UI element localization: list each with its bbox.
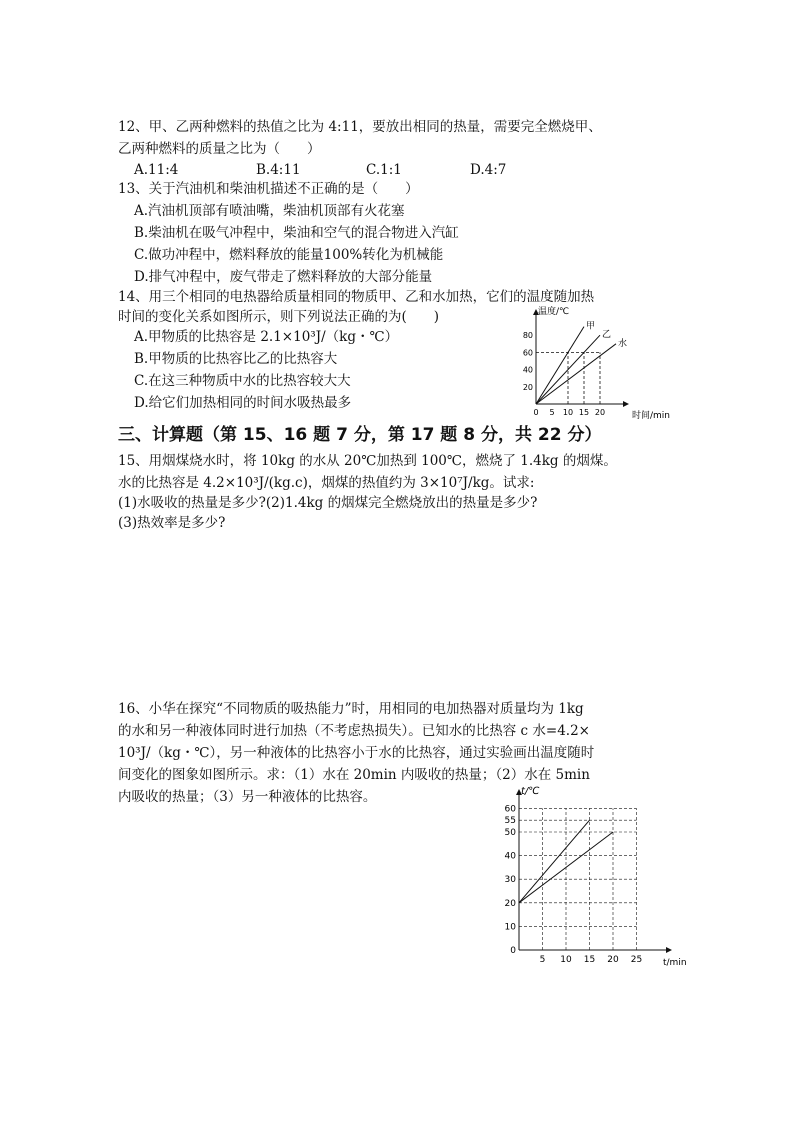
q12-stem-line1: 12、甲、乙两种燃料的热值之比为 4:11，要放出相同的热量，需要完全燃烧甲、 xyxy=(118,119,602,135)
q14-option-c: C.在这三种物质中水的比热容较大大 xyxy=(134,373,351,389)
q12-stem-line2: 乙两种燃料的质量之比为（ ） xyxy=(118,141,321,157)
q14-option-b: B.甲物质的比热容比乙的比热容大 xyxy=(134,351,338,367)
q14-option-a: A.甲物质的比热容是 2.1×10³J/（kg・℃） xyxy=(134,329,399,345)
q14-y-tick-label: 80 xyxy=(522,331,533,341)
q14-x-tick-label: 5 xyxy=(549,408,555,417)
q16-y-tick-label: 40 xyxy=(504,851,516,862)
q16-y-tick-label: 10 xyxy=(504,922,516,933)
q16-y-tick-label: 55 xyxy=(504,816,516,827)
q16-temperature-chart xyxy=(495,780,695,970)
q16-x-tick-label: 15 xyxy=(583,955,596,965)
q13-option-b: B.柴油机在吸气冲程中，柴油和空气的混合物进入汽缸 xyxy=(134,225,459,241)
q14-stem-line2: 时间的变化关系如图所示，则下列说法正确的为( ) xyxy=(118,309,440,325)
q14-option-d: D.给它们加热相同的时间水吸热最多 xyxy=(134,395,352,411)
q16-y-tick-label: 50 xyxy=(504,828,516,838)
q14-y-tick-label: 20 xyxy=(522,382,533,392)
q16-line4: 间变化的图象如图所示。求：（1）水在 20min 内吸收的热量；（2）水在 5min xyxy=(118,767,590,783)
q16-y-axis-label: t/℃ xyxy=(521,786,540,797)
q16-y-tick-label: 0 xyxy=(510,946,516,956)
q14-series-line xyxy=(536,327,584,404)
q16-y-tick-label: 20 xyxy=(504,898,516,909)
q16-y-tick-label: 30 xyxy=(504,875,516,886)
q16-x-tick-label: 10 xyxy=(560,955,572,965)
q16-line2: 的水和另一种液体同时进行加热（不考虑热损失）。已知水的比热容 c 水=4.2× xyxy=(118,723,590,739)
q12-option-d: D.4:7 xyxy=(470,162,507,178)
q16-x-tick-label: 25 xyxy=(630,955,643,965)
q13-option-a: A.汽油机顶部有喷油嘴，柴油机顶部有火花塞 xyxy=(134,203,405,219)
q16-series-line xyxy=(519,820,590,903)
q14-x-tick-label: 20 xyxy=(594,408,606,417)
q13-stem: 13、关于汽油机和柴油机描述不正确的是（ ） xyxy=(118,181,419,197)
q14-y-axis-label: 温度/℃ xyxy=(538,307,570,317)
q14-series-label: 水 xyxy=(618,338,628,349)
q14-series-label: 乙 xyxy=(602,330,612,341)
q13-option-d: D.排气冲程中，废气带走了燃料释放的大部分能量 xyxy=(134,269,433,285)
q14-stem-line1: 14、用三个相同的电热器给质量相同的物质甲、乙和水加热，它们的温度随加热 xyxy=(118,289,595,305)
q14-x-tick-label: 10 xyxy=(562,408,574,417)
q16-x-axis-label: t/min xyxy=(663,958,687,968)
q12-option-b: B.4:11 xyxy=(256,162,301,178)
q14-y-tick-label: 60 xyxy=(522,348,533,358)
q14-x-tick-label: 15 xyxy=(578,408,590,417)
q13-option-c: C.做功冲程中，燃料释放的能量100%转化为机械能 xyxy=(134,247,444,263)
q15-line4: (3)热效率是多少? xyxy=(118,515,226,531)
q14-series-line xyxy=(536,344,616,404)
q15-line2: 水的比热容是 4.2×10³J/(kg.c)，烟煤的热值约为 3×10⁷J/kg。试求: xyxy=(118,475,535,491)
q16-x-tick-label: 20 xyxy=(607,955,619,965)
q16-y-tick-label: 60 xyxy=(504,804,516,815)
q16-line5: 内吸收的热量；（3）另一种液体的比热容。 xyxy=(118,789,377,805)
q14-temperature-chart xyxy=(510,300,680,424)
q15-line3: (1)水吸收的热量是多少?(2)1.4kg 的烟煤完全燃烧放出的热量是多少? xyxy=(118,495,538,511)
q12-option-c: C.1:1 xyxy=(366,162,402,178)
section-3-title: 三、计算题（第 15、16 题 7 分，第 17 题 8 分，共 22 分） xyxy=(118,425,602,445)
q16-x-tick-label: 5 xyxy=(539,955,546,965)
q14-x-tick-label: 0 xyxy=(533,408,539,417)
q14-y-tick-label: 40 xyxy=(522,365,533,375)
q12-option-a: A.11:4 xyxy=(134,162,179,178)
q16-line3: 10³J/（kg・℃），另一种液体的比热容小于水的比热容，通过实验画出温度随时 xyxy=(118,745,595,761)
q16-line1: 16、小华在探究“不同物质的吸热能力”时，用相同的电加热器对质量均为 1kg xyxy=(118,701,584,717)
q14-series-label: 甲 xyxy=(586,321,596,332)
q15-line1: 15、用烟煤烧水时，将 10kg 的水从 20℃加热到 100℃，燃烧了 1.4kg 的烟煤。 xyxy=(118,453,617,469)
q14-x-axis-label: 时间/min xyxy=(632,411,671,421)
